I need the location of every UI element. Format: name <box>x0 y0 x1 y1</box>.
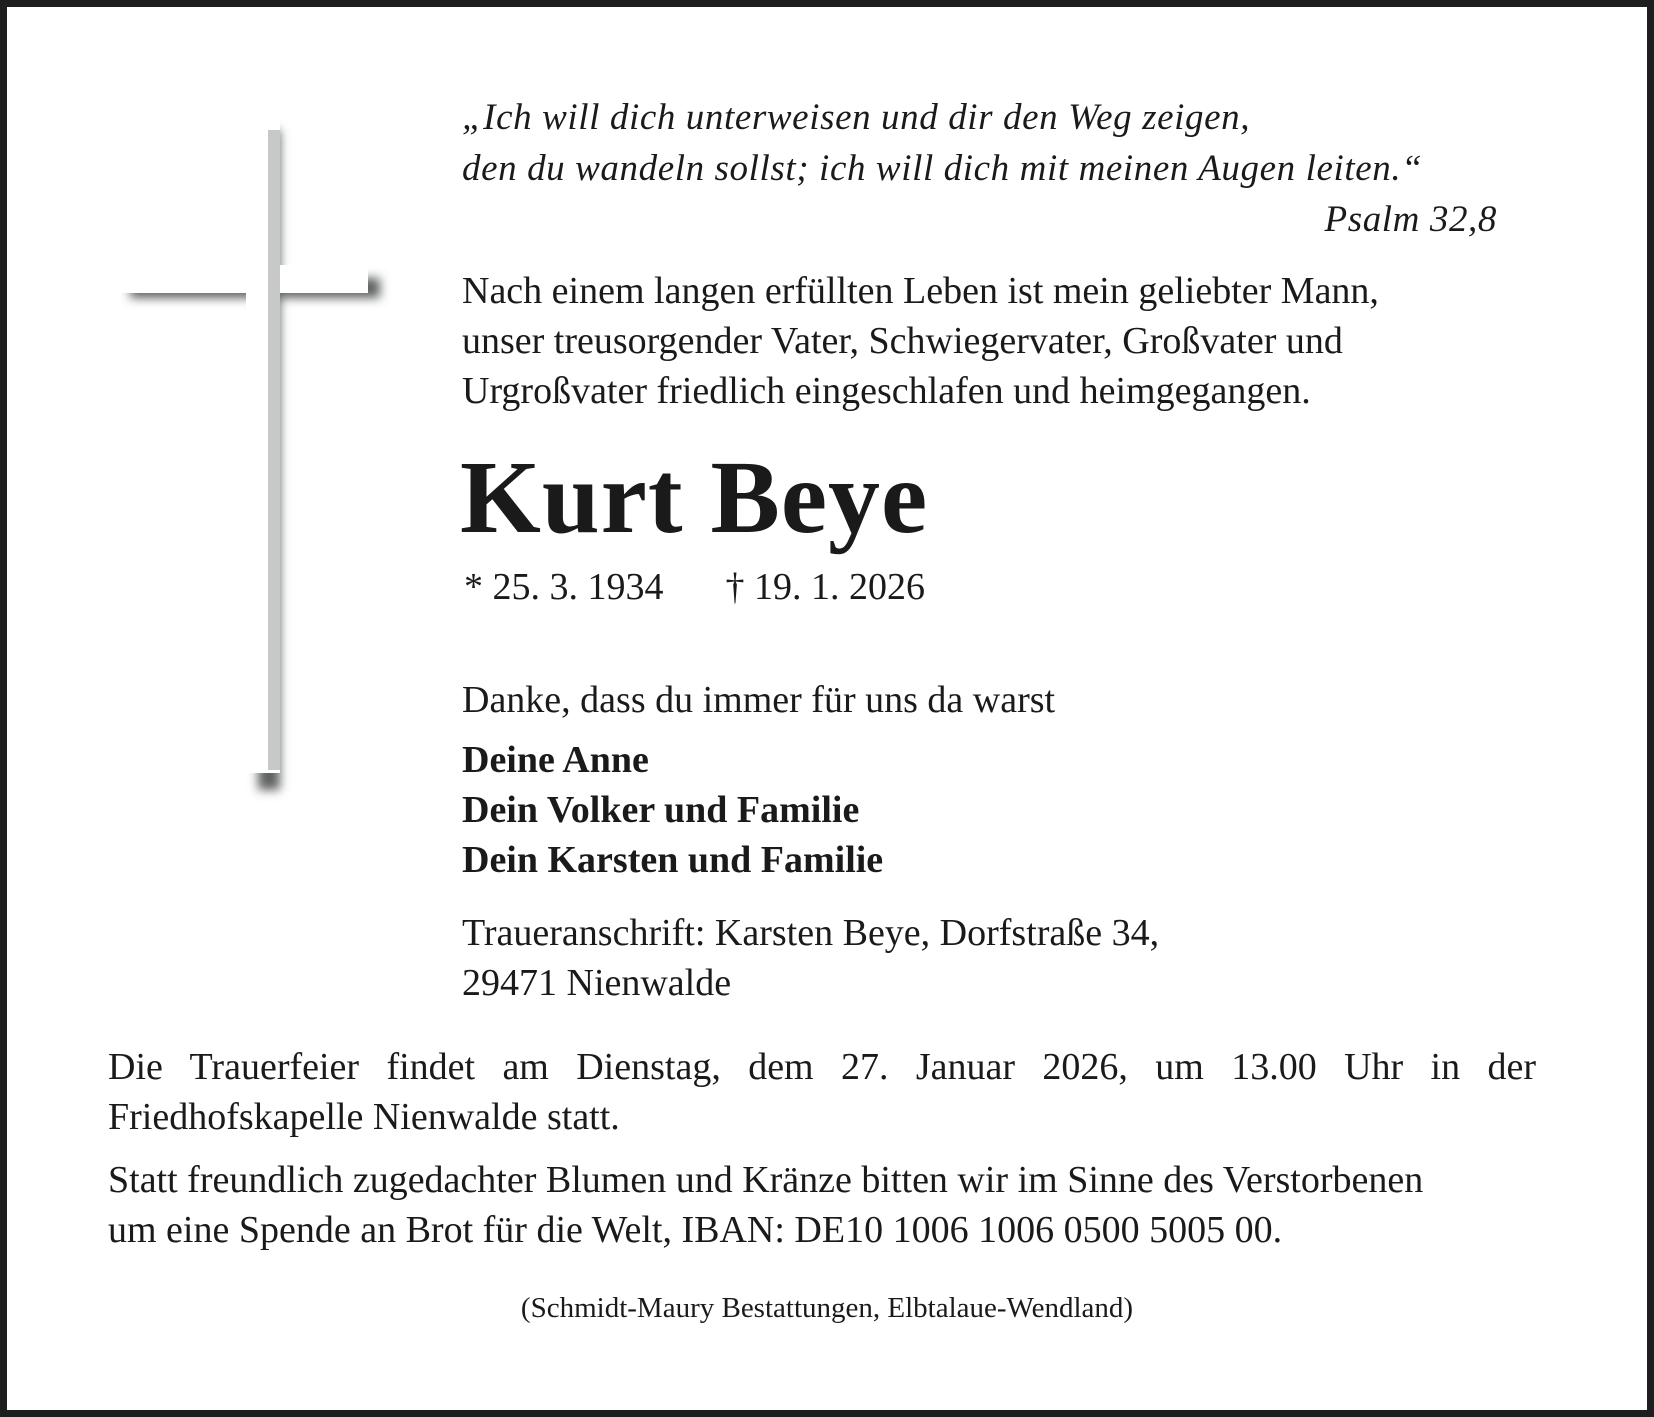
undertaker-credit: (Schmidt-Maury Bestattungen, Elbtalaue-Wendland) <box>520 1292 1134 1324</box>
mourning-address <box>462 908 1159 1008</box>
intro-line: unser treusorgender Vater, Schwiegervater, Großvater und <box>462 320 1343 362</box>
deceased-name: Kurt Beye <box>460 440 929 555</box>
address-line: 29471 Nienwalde <box>462 962 732 1004</box>
donation-line: Statt freundlich zugedachter Blumen und Kränze bitten wir im Sinne des Verstorbenen <box>108 1159 1424 1201</box>
address-line: Traueranschrift: Karsten Beye, Dorfstraße 34, <box>462 912 1160 954</box>
quote-source: Psalm 32,8 <box>1324 199 1497 240</box>
quote-line: den du wandeln sollst; ich will dich mit meinen Augen leiten.“ <box>462 148 1423 189</box>
intro-line: Urgroßvater friedlich eingeschlafen und heimgegangen. <box>462 370 1311 412</box>
signature-line: Deine Anne <box>462 739 649 781</box>
thanks-text: Danke, dass du immer für uns da warst <box>462 679 1056 721</box>
signatures <box>462 735 883 885</box>
death-date: † 19. 1. 2026 <box>725 566 925 608</box>
bible-quote <box>462 92 1502 245</box>
life-dates <box>464 563 925 611</box>
intro-text <box>462 266 1522 416</box>
donation-text <box>108 1155 1548 1255</box>
intro-line: Nach einem langen erfüllten Leben ist mein geliebter Mann, <box>462 270 1379 312</box>
signature-line: Dein Karsten und Familie <box>462 839 884 881</box>
birth-date: * 25. 3. 1934 <box>464 566 664 608</box>
donation-line: um eine Spende an Brot für die Welt, IBAN: DE10 1006 1006 0500 5005 00. <box>108 1209 1283 1251</box>
ceremony-text: Die Trauerfeier findet am Dienstag, dem 27. Januar 2026, um 13.00 Uhr in der Friedhofskapelle Nienwalde statt. <box>108 1046 1536 1138</box>
cross-icon <box>118 110 408 830</box>
quote-line: „Ich will dich unterweisen und dir den Weg zeigen, <box>462 97 1251 138</box>
signature-line: Dein Volker und Familie <box>462 789 860 831</box>
